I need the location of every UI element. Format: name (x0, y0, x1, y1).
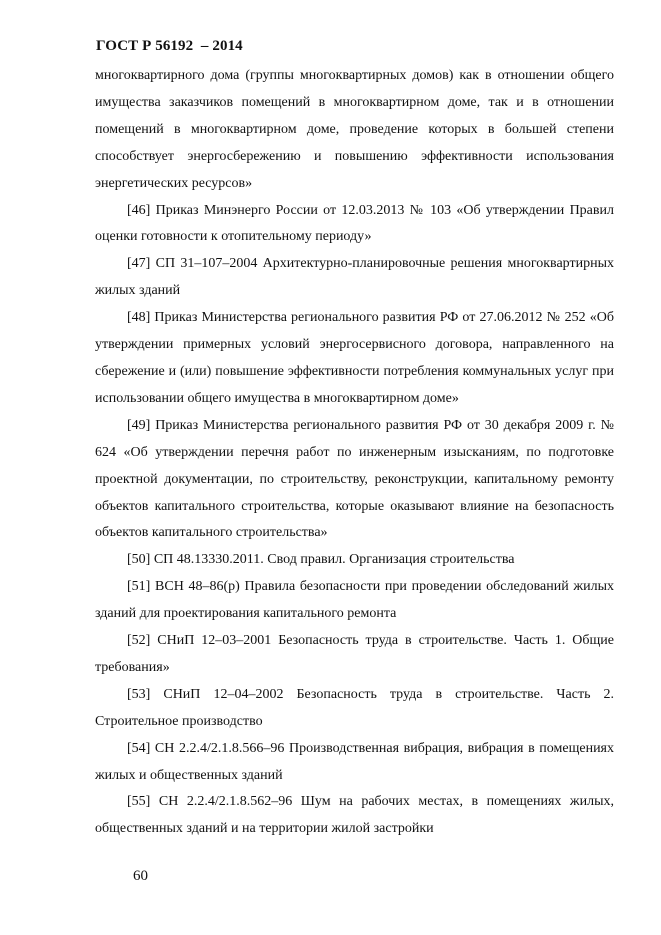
paragraph-continuation: многоквартирного дома (группы многоквартирных домов) как в отношении общего имущества заказчиков помещений в многоквартирном доме, так и в отношении помещений в многоквартирном доме, проведение которых в большей степени способствует энергосбережению и повышению эффективности использования энергетических ресурсов» (95, 68, 614, 191)
page-number: 60 (133, 868, 148, 884)
reference-47: [47] СП 31–107–2004 Архитектурно-планировочные решения многоквартирных жилых зданий (95, 256, 614, 299)
document-body (95, 63, 614, 843)
reference-48: [48] Приказ Министерства регионального развития РФ от 27.06.2012 № 252 «Об утверждении примерных условий энергосервисного договора, направленного на сбережение и (или) повышение эффективности потребления коммунальных услуг при использовании общего имущества в многоквартирном доме» (95, 310, 614, 406)
reference-54: [54] СН 2.2.4/2.1.8.566–96 Производственная вибрация, вибрация в помещениях жилых и общественных зданий (95, 740, 614, 783)
reference-53: [53] СНиП 12–04–2002 Безопасность труда в строительстве. Часть 2. Строительное производство (95, 686, 614, 729)
reference-50: [50] СП 48.13330.2011. Свод правил. Организация строительства (127, 552, 515, 568)
document-header: ГОСТ Р 56192 – 2014 (96, 38, 243, 54)
reference-46: [46] Приказ Минэнерго России от 12.03.2013 № 103 «Об утверждении Правил оценки готовности к отопительному периоду» (95, 202, 614, 245)
reference-49: [49] Приказ Министерства регионального развития РФ от 30 декабря 2009 г. № 624 «Об утверждении перечня работ по инженерным изысканиям, по подготовке проектной документации, по строительству, реконструкции, капитальному ремонту объектов капитального строительства, которые оказывают влияние на безопасность объектов капитального строительства» (95, 417, 614, 541)
reference-55: [55] СН 2.2.4/2.1.8.562–96 Шум на рабочих местах, в помещениях жилых, общественных зданий и на территории жилой застройки (95, 794, 614, 837)
reference-52: [52] СНиП 12–03–2001 Безопасность труда в строительстве. Часть 1. Общие требования» (95, 633, 614, 675)
reference-51: [51] ВСН 48–86(р) Правила безопасности при проведении обследований жилых зданий для проектирования капитального ремонта (95, 579, 614, 622)
